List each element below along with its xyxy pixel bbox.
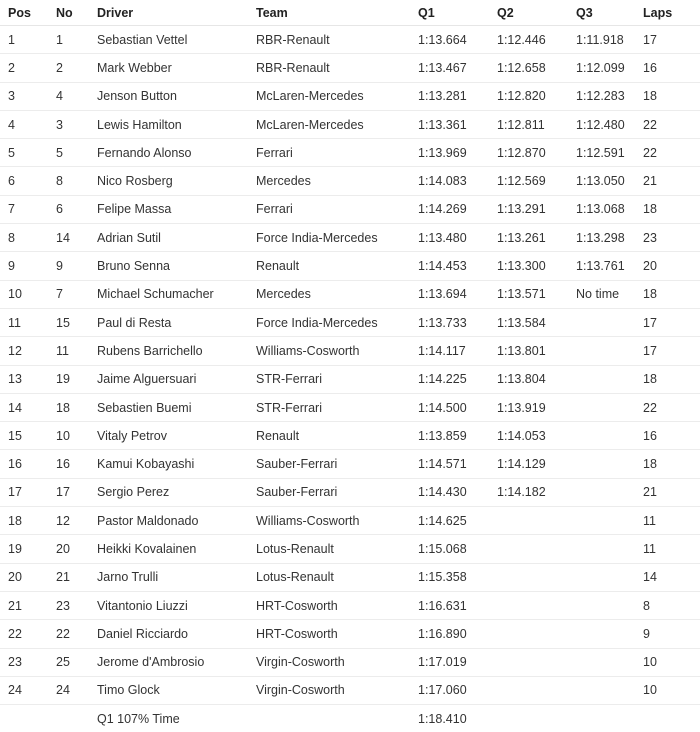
cell-q2: 1:13.584 <box>489 308 568 336</box>
cell-laps: 18 <box>635 365 700 393</box>
cell-q3 <box>568 507 635 535</box>
table-row <box>0 648 700 676</box>
cell-q3: 1:13.761 <box>568 252 635 280</box>
cell-q1: 1:14.083 <box>410 167 489 195</box>
table-row <box>0 26 700 54</box>
cell-no: 17 <box>48 478 89 506</box>
cell-q2 <box>489 591 568 619</box>
cell-q2: 1:13.261 <box>489 224 568 252</box>
cell-pos: 14 <box>0 393 48 421</box>
header-driver: Driver <box>89 0 248 26</box>
cell-no: 9 <box>48 252 89 280</box>
header-q3: Q3 <box>568 0 635 26</box>
cell-pos: 15 <box>0 422 48 450</box>
cell-driver: Felipe Massa <box>89 195 248 223</box>
cell-team: Mercedes <box>248 280 410 308</box>
cell-laps: 10 <box>635 676 700 704</box>
cell-no: 25 <box>48 648 89 676</box>
cell-q3 <box>568 478 635 506</box>
cell-team: Ferrari <box>248 195 410 223</box>
cell-q3: 1:11.918 <box>568 26 635 54</box>
cell-team: Lotus-Renault <box>248 563 410 591</box>
cell-q2 <box>489 620 568 648</box>
cell-pos: 8 <box>0 224 48 252</box>
cell-q1: 1:13.694 <box>410 280 489 308</box>
cell-q2: 1:12.820 <box>489 82 568 110</box>
table-row <box>0 676 700 704</box>
cell-pos: 2 <box>0 54 48 82</box>
cell-no: 24 <box>48 676 89 704</box>
cell-q3 <box>568 535 635 563</box>
cell-pos: 13 <box>0 365 48 393</box>
cell-q2: 1:13.804 <box>489 365 568 393</box>
cell-pos: 24 <box>0 676 48 704</box>
cell-driver: Vitantonio Liuzzi <box>89 591 248 619</box>
cell-q3 <box>568 450 635 478</box>
table-footer <box>0 705 700 732</box>
cell-laps: 14 <box>635 563 700 591</box>
cell-q1: 1:14.225 <box>410 365 489 393</box>
cell-q1: 1:13.467 <box>410 54 489 82</box>
cell-q3: 1:12.480 <box>568 110 635 138</box>
cell-q1: 1:14.430 <box>410 478 489 506</box>
table-row <box>0 167 700 195</box>
cell-driver: Jarno Trulli <box>89 563 248 591</box>
cell-driver: Jenson Button <box>89 82 248 110</box>
cell-q1: 1:13.281 <box>410 82 489 110</box>
cell-q3 <box>568 591 635 619</box>
cell-laps: 17 <box>635 308 700 336</box>
cell-team: HRT-Cosworth <box>248 591 410 619</box>
cell-driver: Nico Rosberg <box>89 167 248 195</box>
cell-pos: 1 <box>0 26 48 54</box>
footer-row <box>0 705 700 732</box>
cell-q2: 1:13.801 <box>489 337 568 365</box>
cell-no: 5 <box>48 139 89 167</box>
cell-q3 <box>568 620 635 648</box>
cell-driver: Sergio Perez <box>89 478 248 506</box>
cell-team: McLaren-Mercedes <box>248 82 410 110</box>
cell-team: Force India-Mercedes <box>248 224 410 252</box>
cell-laps: 18 <box>635 82 700 110</box>
cell-pos: 18 <box>0 507 48 535</box>
table-row <box>0 450 700 478</box>
cell-laps: 11 <box>635 507 700 535</box>
cell-no: 21 <box>48 563 89 591</box>
cell-q3: 1:12.591 <box>568 139 635 167</box>
cell-q3: 1:12.283 <box>568 82 635 110</box>
cell-q3 <box>568 422 635 450</box>
cell-laps: 8 <box>635 591 700 619</box>
cell-no: 16 <box>48 450 89 478</box>
cell-pos: 4 <box>0 110 48 138</box>
cell-driver: Kamui Kobayashi <box>89 450 248 478</box>
cell-pos: 5 <box>0 139 48 167</box>
footer-value: 1:18.410 <box>418 711 467 726</box>
table-row <box>0 252 700 280</box>
cell-q1: 1:14.117 <box>410 337 489 365</box>
cell-laps: 23 <box>635 224 700 252</box>
cell-team: STR-Ferrari <box>248 393 410 421</box>
header-laps: Laps <box>635 0 700 26</box>
cell-team: Sauber-Ferrari <box>248 450 410 478</box>
cell-no: 10 <box>48 422 89 450</box>
table-row <box>0 535 700 563</box>
cell-pos: 20 <box>0 563 48 591</box>
cell-laps: 17 <box>635 337 700 365</box>
cell-driver: Vitaly Petrov <box>89 422 248 450</box>
cell-pos: 22 <box>0 620 48 648</box>
cell-laps: 10 <box>635 648 700 676</box>
cell-q2 <box>489 535 568 563</box>
cell-q3: 1:13.298 <box>568 224 635 252</box>
cell-q2: 1:14.053 <box>489 422 568 450</box>
footer-empty-cell <box>635 705 700 732</box>
cell-driver: Jaime Alguersuari <box>89 365 248 393</box>
cell-pos: 17 <box>0 478 48 506</box>
cell-driver: Bruno Senna <box>89 252 248 280</box>
cell-no: 18 <box>48 393 89 421</box>
table-row <box>0 195 700 223</box>
cell-q1: 1:13.480 <box>410 224 489 252</box>
cell-team: STR-Ferrari <box>248 365 410 393</box>
cell-no: 3 <box>48 110 89 138</box>
footer-empty-cell <box>248 705 410 732</box>
cell-q1: 1:15.068 <box>410 535 489 563</box>
table-row <box>0 478 700 506</box>
cell-driver: Sebastian Vettel <box>89 26 248 54</box>
cell-laps: 18 <box>635 450 700 478</box>
cell-team: HRT-Cosworth <box>248 620 410 648</box>
cell-q3: 1:12.099 <box>568 54 635 82</box>
cell-q2: 1:12.811 <box>489 110 568 138</box>
cell-q1: 1:14.625 <box>410 507 489 535</box>
cell-no: 12 <box>48 507 89 535</box>
cell-driver: Lewis Hamilton <box>89 110 248 138</box>
cell-laps: 9 <box>635 620 700 648</box>
cell-team: RBR-Renault <box>248 26 410 54</box>
cell-driver: Rubens Barrichello <box>89 337 248 365</box>
cell-q2: 1:13.300 <box>489 252 568 280</box>
table-row <box>0 308 700 336</box>
cell-team: RBR-Renault <box>248 54 410 82</box>
header-no: No <box>48 0 89 26</box>
table-row <box>0 110 700 138</box>
cell-driver: Heikki Kovalainen <box>89 535 248 563</box>
cell-q1: 1:13.969 <box>410 139 489 167</box>
cell-pos: 7 <box>0 195 48 223</box>
cell-q2: 1:12.569 <box>489 167 568 195</box>
cell-driver: Adrian Sutil <box>89 224 248 252</box>
cell-driver: Jerome d'Ambrosio <box>89 648 248 676</box>
table-row <box>0 620 700 648</box>
cell-q1: 1:14.571 <box>410 450 489 478</box>
cell-driver: Mark Webber <box>89 54 248 82</box>
cell-q3: 1:13.068 <box>568 195 635 223</box>
cell-no: 20 <box>48 535 89 563</box>
cell-driver: Michael Schumacher <box>89 280 248 308</box>
cell-laps: 18 <box>635 195 700 223</box>
cell-no: 6 <box>48 195 89 223</box>
cell-laps: 18 <box>635 280 700 308</box>
cell-q2: 1:12.658 <box>489 54 568 82</box>
cell-q1: 1:17.019 <box>410 648 489 676</box>
cell-laps: 22 <box>635 110 700 138</box>
cell-no: 7 <box>48 280 89 308</box>
cell-team: Ferrari <box>248 139 410 167</box>
table-row <box>0 224 700 252</box>
cell-team: Lotus-Renault <box>248 535 410 563</box>
cell-q1: 1:13.733 <box>410 308 489 336</box>
cell-no: 11 <box>48 337 89 365</box>
cell-driver: Pastor Maldonado <box>89 507 248 535</box>
cell-q1: 1:14.453 <box>410 252 489 280</box>
cell-team: Virgin-Cosworth <box>248 648 410 676</box>
cell-q2: 1:14.182 <box>489 478 568 506</box>
cell-team: Renault <box>248 252 410 280</box>
cell-laps: 16 <box>635 54 700 82</box>
footer-empty-cell <box>48 705 89 732</box>
cell-q3 <box>568 393 635 421</box>
cell-pos: 10 <box>0 280 48 308</box>
cell-no: 22 <box>48 620 89 648</box>
cell-q1: 1:14.269 <box>410 195 489 223</box>
cell-q2: 1:13.571 <box>489 280 568 308</box>
cell-no: 19 <box>48 365 89 393</box>
header-q1: Q1 <box>410 0 489 26</box>
cell-pos: 3 <box>0 82 48 110</box>
cell-q2: 1:13.919 <box>489 393 568 421</box>
table-row <box>0 507 700 535</box>
table-row <box>0 337 700 365</box>
footer-empty-cell <box>489 705 568 732</box>
cell-q2: 1:13.291 <box>489 195 568 223</box>
cell-q3 <box>568 337 635 365</box>
cell-driver: Timo Glock <box>89 676 248 704</box>
table-row <box>0 139 700 167</box>
cell-no: 1 <box>48 26 89 54</box>
cell-team: McLaren-Mercedes <box>248 110 410 138</box>
cell-q2 <box>489 507 568 535</box>
cell-pos: 21 <box>0 591 48 619</box>
cell-q1: 1:13.859 <box>410 422 489 450</box>
footer-empty-cell <box>568 705 635 732</box>
table-row <box>0 82 700 110</box>
cell-q1: 1:13.361 <box>410 110 489 138</box>
table-row <box>0 591 700 619</box>
cell-q2 <box>489 563 568 591</box>
cell-no: 2 <box>48 54 89 82</box>
cell-driver: Fernando Alonso <box>89 139 248 167</box>
cell-pos: 19 <box>0 535 48 563</box>
cell-laps: 16 <box>635 422 700 450</box>
cell-laps: 22 <box>635 139 700 167</box>
cell-laps: 11 <box>635 535 700 563</box>
footer-empty-cell <box>0 705 48 732</box>
cell-pos: 11 <box>0 308 48 336</box>
cell-pos: 6 <box>0 167 48 195</box>
table-row <box>0 393 700 421</box>
cell-team: Williams-Cosworth <box>248 337 410 365</box>
table-row <box>0 280 700 308</box>
footer-label: Q1 107% Time <box>97 711 180 726</box>
cell-q1: 1:16.890 <box>410 620 489 648</box>
cell-pos: 16 <box>0 450 48 478</box>
table-row <box>0 54 700 82</box>
header-q2: Q2 <box>489 0 568 26</box>
table-row <box>0 365 700 393</box>
cell-laps: 21 <box>635 478 700 506</box>
cell-q2 <box>489 648 568 676</box>
cell-team: Renault <box>248 422 410 450</box>
table-body <box>0 26 700 705</box>
cell-q2: 1:12.870 <box>489 139 568 167</box>
cell-q2: 1:14.129 <box>489 450 568 478</box>
cell-laps: 22 <box>635 393 700 421</box>
header-team: Team <box>248 0 410 26</box>
cell-driver: Daniel Ricciardo <box>89 620 248 648</box>
table-header <box>0 0 700 26</box>
cell-team: Williams-Cosworth <box>248 507 410 535</box>
cell-no: 15 <box>48 308 89 336</box>
cell-q1: 1:14.500 <box>410 393 489 421</box>
cell-laps: 17 <box>635 26 700 54</box>
cell-driver: Paul di Resta <box>89 308 248 336</box>
cell-driver: Sebastien Buemi <box>89 393 248 421</box>
cell-q3: No time <box>568 280 635 308</box>
header-row <box>0 0 700 26</box>
cell-no: 4 <box>48 82 89 110</box>
cell-no: 14 <box>48 224 89 252</box>
cell-pos: 23 <box>0 648 48 676</box>
cell-q2: 1:12.446 <box>489 26 568 54</box>
cell-team: Sauber-Ferrari <box>248 478 410 506</box>
cell-team: Virgin-Cosworth <box>248 676 410 704</box>
cell-pos: 12 <box>0 337 48 365</box>
table-row <box>0 563 700 591</box>
cell-team: Force India-Mercedes <box>248 308 410 336</box>
cell-no: 23 <box>48 591 89 619</box>
cell-q1: 1:16.631 <box>410 591 489 619</box>
cell-q3 <box>568 308 635 336</box>
table-row <box>0 422 700 450</box>
cell-q3 <box>568 676 635 704</box>
cell-team: Mercedes <box>248 167 410 195</box>
cell-q3 <box>568 648 635 676</box>
cell-q2 <box>489 676 568 704</box>
cell-q3: 1:13.050 <box>568 167 635 195</box>
cell-laps: 20 <box>635 252 700 280</box>
cell-pos: 9 <box>0 252 48 280</box>
cell-q3 <box>568 365 635 393</box>
cell-q3 <box>568 563 635 591</box>
cell-q1: 1:13.664 <box>410 26 489 54</box>
header-pos: Pos <box>0 0 48 26</box>
cell-q1: 1:15.358 <box>410 563 489 591</box>
cell-laps: 21 <box>635 167 700 195</box>
cell-no: 8 <box>48 167 89 195</box>
cell-q1: 1:17.060 <box>410 676 489 704</box>
